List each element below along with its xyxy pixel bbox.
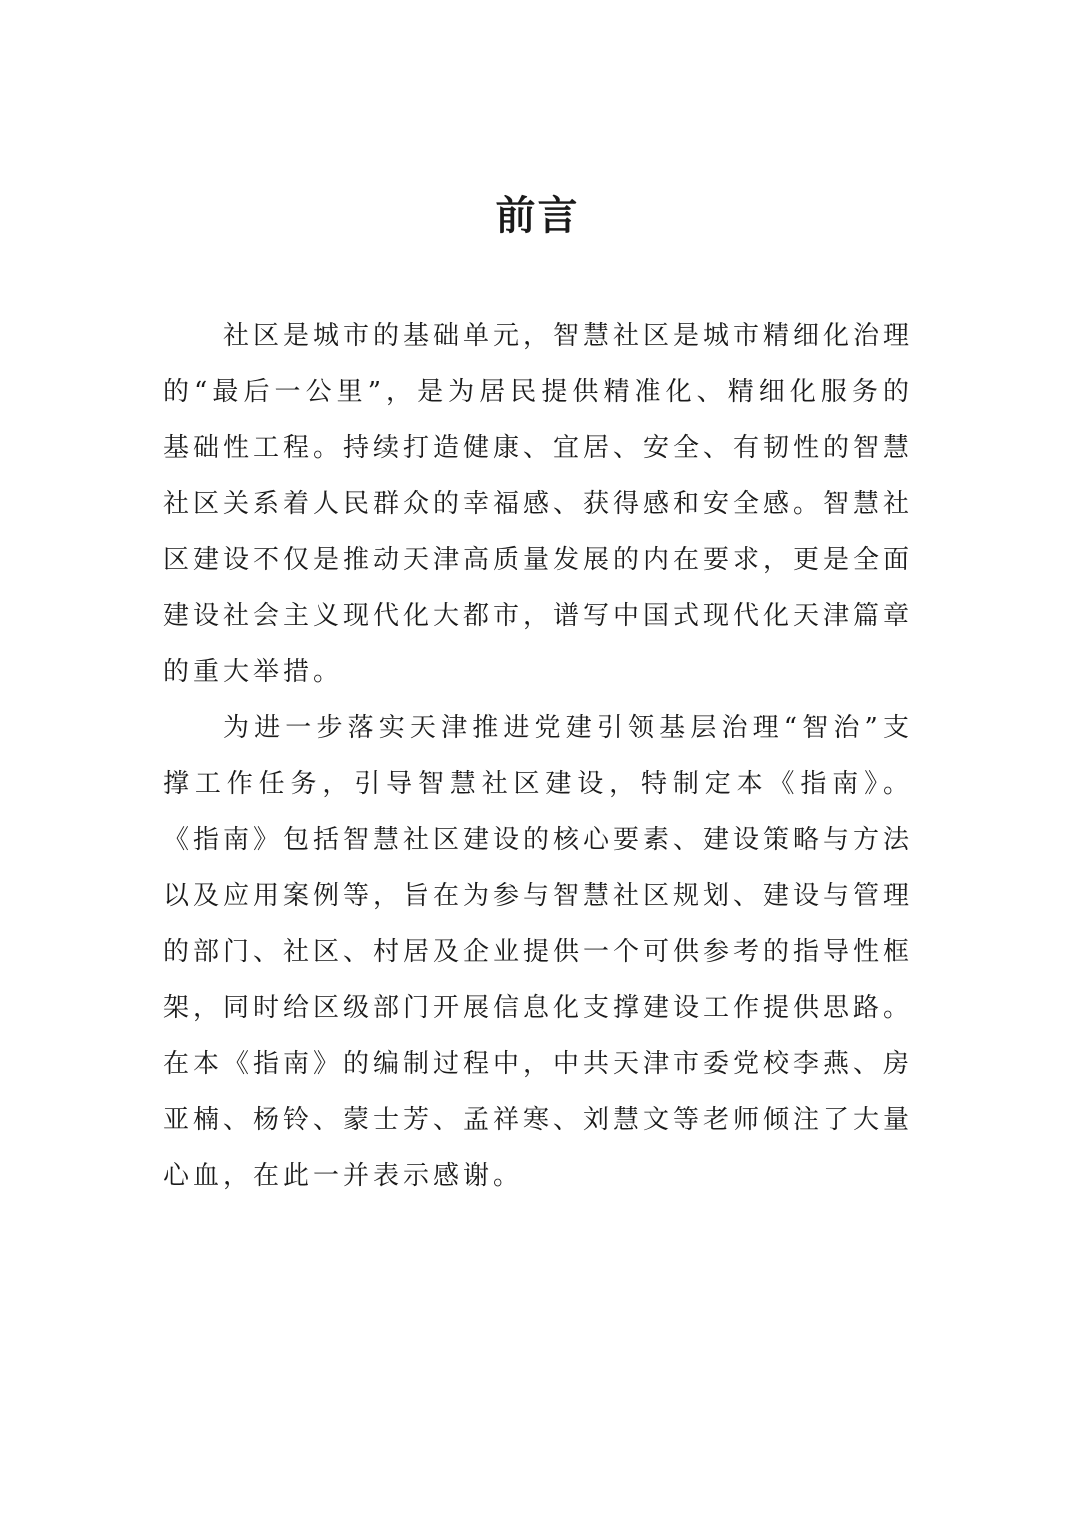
- paragraph-2: 为进一步落实天津推进党建引领基层治理“智治”支撑工作任务，引导智慧社区建设，特制定本《指南》。《指南》包括智慧社区建设的核心要素、建设策略与方法以及应用案例等，旨在为参与智慧社区规划、建设与管理的部门、社区、村居及企业提供一个可供参考的指导性框架，同时给区级部门开展信息化支撑建设工作提供思路。在本《指南》的编制过程中，中共天津市委党校李燕、房亚楠、杨铃、蒙士芳、孟祥寒、刘慧文等老师倾注了大量心血，在此一并表示感谢。: [163, 713, 914, 1191]
- page-title: 前言: [495, 193, 580, 239]
- paragraph-1: 社区是城市的基础单元，智慧社区是城市精细化治理的“最后一公里”，是为居民提供精准化、精细化服务的基础性工程。持续打造健康、宜居、安全、有韧性的智慧社区关系着人民群众的幸福感、获得感和安全感。智慧社区建设不仅是推动天津高质量发展的内在要求，更是全面建设社会主义现代化大都市，谱写中国式现代化天津篇章的重大举措。: [163, 321, 914, 687]
- body-text: [163, 308, 913, 1204]
